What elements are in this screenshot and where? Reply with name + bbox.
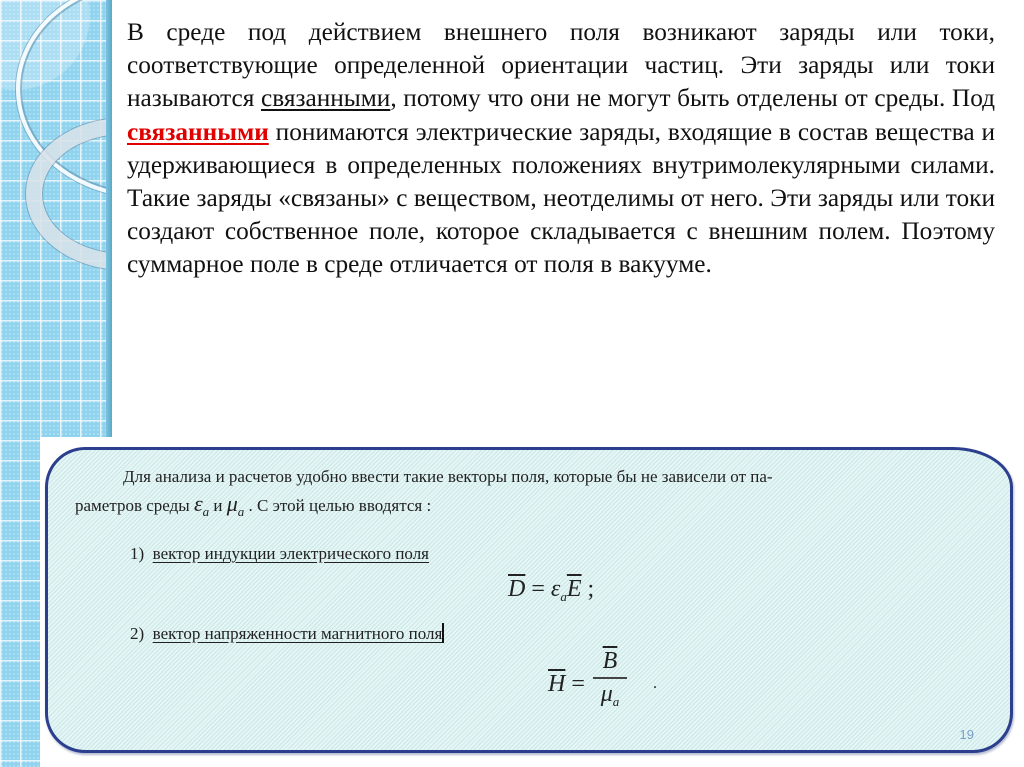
box-intro-line1: Для анализа и расчетов удобно ввести такие векторы поля, которые бы не зависели от па- (123, 467, 773, 486)
main-text-part1: В среде под действием внешнего поля возникают заряды или токи, соответствующие определенной ориентации частиц. Эти заряды или токи называются (127, 18, 995, 113)
formula-h-eq: = (565, 671, 585, 697)
formula-h-numerator: $\overline{B}$ (602, 648, 618, 674)
main-text-part3: понимаются электрические заряды, входящие в состав вещества и удерживающиеся в определенных положениях внутримолекулярными силами. Такие заряды «связаны» с веществом, неотделимы от него. Эти заряды или токи создают собственное поле, которое складывается с внешним полем. Поэтому суммарное поле в среде отличается от поля в вакууме. (127, 117, 995, 279)
item-1 (130, 544, 429, 564)
mu-symbol: μ (226, 491, 238, 516)
formula-d-eq: = (525, 576, 551, 602)
formula-h-end: . (653, 675, 657, 692)
formula-h-lhs-symbol: $\overline{H}$ (548, 671, 566, 697)
formula-d-end: ; (581, 576, 595, 602)
formula-h-lhs (548, 671, 585, 698)
item-1-label: вектор индукции электрического поля (152, 544, 430, 563)
box-intro-line2 (75, 490, 955, 525)
main-text-part2: , потому что они не могут быть отделены от среды. Под (390, 84, 995, 113)
side-panel-edge (106, 0, 112, 440)
epsilon-symbol: ε (193, 491, 203, 516)
formula-d-sub: a (560, 589, 567, 604)
formula-d-lhs: $\overline{D}$ (508, 576, 526, 602)
item-2-number: 2) (130, 624, 145, 643)
page-number: 19 (959, 727, 974, 742)
denominator-sub: a (612, 693, 620, 709)
formula-h-denominator (601, 681, 620, 710)
formula-d (508, 576, 594, 605)
formula-d-coef: ε (550, 576, 561, 602)
formula-h-fraction (593, 648, 627, 710)
denominator-mu: μ (600, 680, 613, 707)
intro-line2-post: . С этой целью вводятся : (244, 496, 432, 515)
and-word: и (209, 496, 227, 515)
highlighted-term: связанными (127, 117, 269, 146)
definition-box (45, 447, 1013, 753)
item-1-number: 1) (130, 544, 145, 563)
mu-subscript: a (237, 504, 245, 519)
item-2 (130, 623, 444, 644)
formula-d-rhs: $\overline{E}$ (566, 576, 582, 602)
underlined-term: связанными (261, 84, 391, 113)
box-intro (75, 463, 955, 525)
intro-line2-pre: раметров среды (75, 496, 194, 515)
fraction-bar (593, 677, 627, 679)
item-2-label: вектор напряженности магнитного поля (152, 624, 443, 643)
epsilon-subscript: a (202, 504, 210, 519)
text-cursor (442, 623, 444, 643)
main-paragraph (127, 16, 995, 282)
